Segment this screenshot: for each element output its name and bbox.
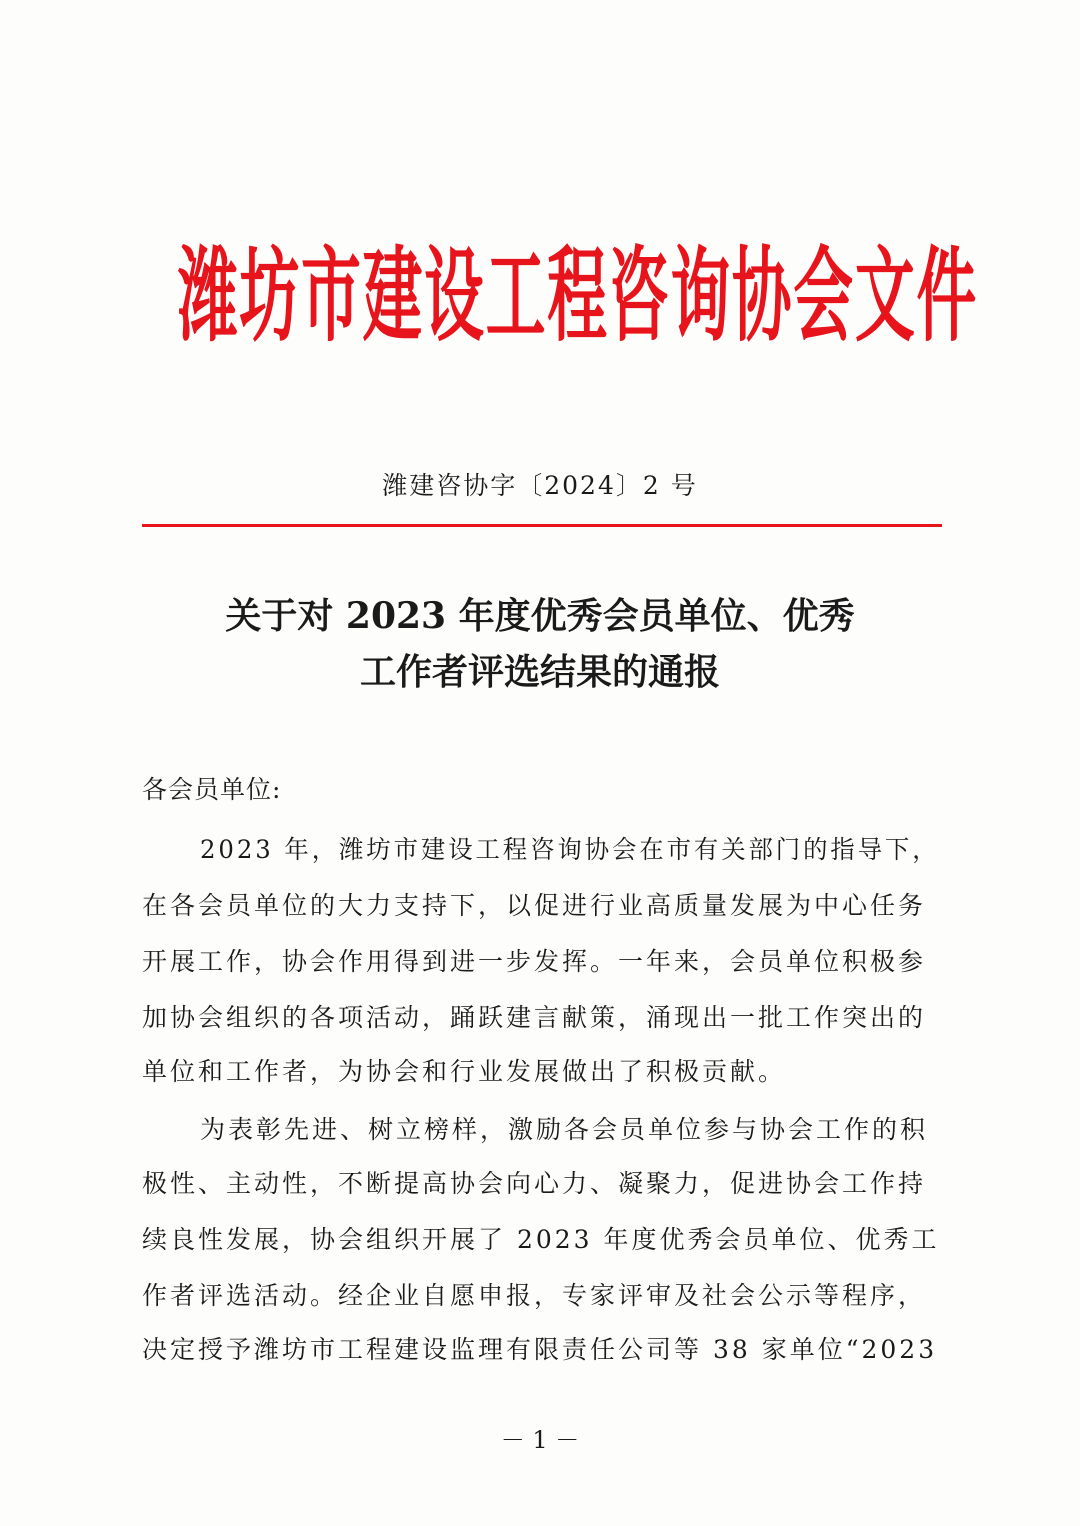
body-line-5: 单位和工作者，为协会和行业发展做出了积极贡献。	[142, 1057, 787, 1086]
body-line-1: 2023 年，潍坊市建设工程咨询协会在市有关部门的指导下，	[200, 835, 940, 864]
body-line-4: 加协会组织的各项活动，踊跃建言献策，涌现出一批工作突出的	[142, 1003, 927, 1032]
body-line-10: 决定授予潍坊市工程建设监理有限责任公司等 38 家单位“2023	[142, 1335, 938, 1364]
body-line-7: 极性、主动性，不断提高协会向心力、凝聚力，促进协会工作持	[142, 1169, 927, 1198]
body-line-9: 作者评选活动。经企业自愿申报，专家评审及社会公示等程序，	[142, 1281, 927, 1310]
notice-title	[140, 588, 940, 700]
red-separator-line	[142, 524, 942, 527]
page-number: － 1 －	[500, 1426, 580, 1454]
notice-title-line-2: 工作者评选结果的通报	[359, 651, 720, 693]
document-number: 潍建咨协字〔2024〕2 号	[382, 471, 698, 500]
salutation: 各会员单位:	[142, 775, 282, 804]
body-line-2: 在各会员单位的大力支持下，以促进行业高质量发展为中心任务	[142, 891, 927, 920]
notice-title-line-1: 关于对 2023 年度优秀会员单位、优秀	[225, 595, 855, 637]
body-line-8: 续良性发展，协会组织开展了 2023 年度优秀会员单位、优秀工	[142, 1225, 940, 1254]
body-line-3: 开展工作，协会作用得到进一步发挥。一年来，会员单位积极参	[142, 947, 927, 976]
body-line-6: 为表彰先进、树立榜样，激励各会员单位参与协会工作的积	[200, 1115, 929, 1144]
masthead-title: 潍坊市建设工程咨询协会文件	[178, 236, 979, 356]
